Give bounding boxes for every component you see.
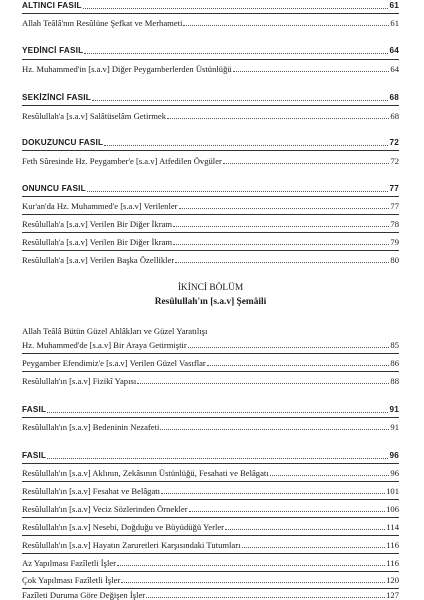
divider bbox=[22, 463, 399, 464]
divider bbox=[22, 588, 399, 589]
toc-heading: YEDİNCİ FASIL 64 bbox=[22, 46, 399, 55]
toc-entry: Resûlullah'ın [s.a.v] Veciz Sözlerinden Örnekler 106 bbox=[22, 504, 399, 514]
divider bbox=[22, 353, 399, 354]
divider bbox=[22, 417, 399, 418]
toc-entry: Peygamber Efendimiz'e [s.a.v] Verilen Güzel Vasıflar 86 bbox=[22, 358, 399, 368]
toc-entry: Hz. Muhammed'de [s.a.v] Bir Araya Getirmiştir 85 bbox=[22, 340, 399, 350]
divider bbox=[22, 250, 399, 251]
toc-entry: Resûlullah'ın [s.a.v] Bedeninin Nezafeti 91 bbox=[22, 422, 399, 432]
toc-entry: Resûlullah'a [s.a.v] Verilen Bir Diğer İkram 78 bbox=[22, 219, 399, 229]
toc-heading: SEKİZİNCİ FASIL 68 bbox=[22, 93, 399, 102]
divider bbox=[22, 59, 399, 60]
toc-heading: ALTINCI FASIL 61 bbox=[22, 1, 399, 10]
toc-entry: Allah Teâlâ'nın Resûlüne Şefkat ve Merhameti 61 bbox=[22, 18, 399, 28]
toc-heading: DOKUZUNCU FASIL 72 bbox=[22, 138, 399, 147]
toc-entry: Resûlullah'ın [s.a.v] Nesebi, Doğduğu ve Büyüdüğü Yerler 114 bbox=[22, 522, 399, 532]
toc-entry: Kur'an'da Hz. Muhammed'e [s.a.v] Verilenler 77 bbox=[22, 201, 399, 211]
divider bbox=[22, 196, 399, 197]
part-subheading: Resûlullah'ın [s.a.v] Şemâili bbox=[154, 297, 267, 307]
toc-entry: Az Yapılması Fazîletli İşler 116 bbox=[22, 558, 399, 568]
divider bbox=[22, 371, 399, 372]
toc-entry: Hz. Muhammed'in [s.a.v] Diğer Peygamberlerden Üstünlüğü 64 bbox=[22, 64, 399, 74]
divider bbox=[22, 481, 399, 482]
toc-entry: Feth Sûresinde Hz. Peygamber'e [s.a.v] Atfedilen Övgüler 72 bbox=[22, 156, 399, 166]
toc-entry: Resûlullah'a [s.a.v] Salâtüselâm Getirmek 68 bbox=[22, 111, 399, 121]
divider bbox=[22, 105, 399, 106]
divider bbox=[22, 517, 399, 518]
toc-entry: Resûlullah'ın [s.a.v] Aklının, Zekâsının Üstünlüğü, Fesahati ve Belâgatı 96 bbox=[22, 468, 399, 478]
toc-entry: Resûlullah'a [s.a.v] Verilen Bir Diğer İkram 79 bbox=[22, 237, 399, 247]
toc-entry: Resûlullah'ın [s.a.v] Fizikî Yapısı 88 bbox=[22, 376, 399, 386]
divider bbox=[22, 214, 399, 215]
divider bbox=[22, 499, 399, 500]
toc-entry: Resûlullah'ın [s.a.v] Fesahat ve Belâgatı 101 bbox=[22, 486, 399, 496]
toc-heading: FASIL 91 bbox=[22, 405, 399, 414]
part-heading: İKİNCİ BÖLÜM bbox=[177, 283, 244, 293]
toc-heading: FASIL 96 bbox=[22, 451, 399, 460]
divider bbox=[22, 571, 399, 572]
toc-entry-first-line: Allah Teâlâ Bütün Güzel Ahlâkları ve Güzel Yaratılışı bbox=[22, 326, 208, 336]
toc-entry: Resûlullah'ın [s.a.v] Hayatın Zaruretleri Karşısındaki Tutumları 116 bbox=[22, 540, 399, 550]
divider bbox=[22, 535, 399, 536]
toc-entry: Çok Yapılması Fazîletli İşler 120 bbox=[22, 575, 399, 585]
divider bbox=[22, 13, 399, 14]
divider bbox=[22, 150, 399, 151]
toc-entry: Fazîleti Duruma Göre Değişen İşler 127 bbox=[22, 590, 399, 600]
toc-heading: ONUNCU FASIL 77 bbox=[22, 184, 399, 193]
divider bbox=[22, 232, 399, 233]
divider bbox=[22, 553, 399, 554]
toc-entry: Resûlullah'a [s.a.v] Verilen Başka Özellikler 80 bbox=[22, 255, 399, 265]
